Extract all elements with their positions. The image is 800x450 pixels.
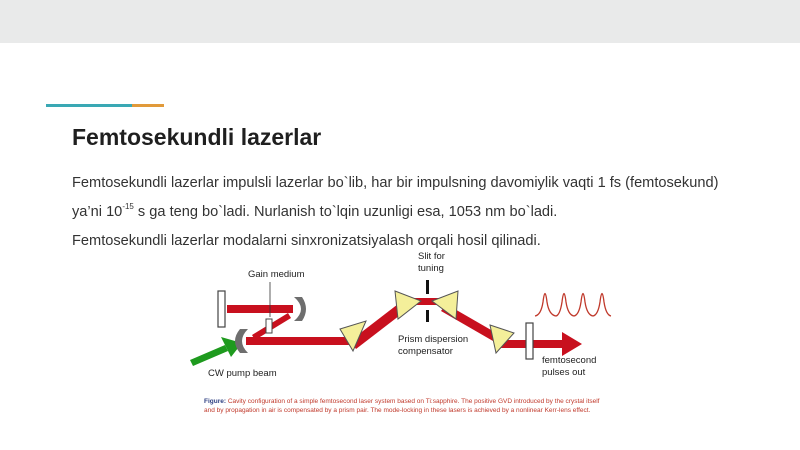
slit-label-line2: tuning (418, 263, 444, 274)
figure-caption (204, 397, 600, 415)
output-coupler (526, 323, 533, 359)
paragraph-1-text-b: s ga teng bo`ladi. Nurlanish to`lqin uzunligi esa, 1053 nm bo`ladi. (133, 204, 558, 220)
caption-text: Cavity configuration of a simple femtosecond laser system based on Ti:sapphire. The positive GVD introduced by the crystal itself and by propagation in air is compensated by a prism pair. The mode-locking in these lasers is achieved by a nonlinear Kerr-lens effect. (204, 398, 600, 414)
paragraph-1-text-a: Femtosekundli lazerlar impulsli lazerlar bo`lib, har bir impulsning davomiylik vaqti 1 fs (femtosekund) ya’ni 10 (72, 175, 719, 220)
gain-medium-label: Gain medium (248, 269, 305, 280)
paragraph-2: Femtosekundli lazerlar modalarni sinxronizatsiyalash orqali hosil qilinadi. (72, 233, 541, 248)
slit-label-line1: Slit for (418, 251, 445, 262)
slit-top (426, 280, 429, 294)
pump-beam (190, 345, 228, 366)
slide-title: Femtosekundli lazerlar (72, 124, 322, 150)
laser-cavity-figure (190, 249, 620, 439)
paragraph-1 (72, 172, 732, 224)
slit-bottom (426, 310, 429, 322)
accent-line-orange (132, 104, 164, 107)
return-beam (246, 337, 356, 345)
accent-line (46, 104, 164, 107)
prism-4 (490, 325, 514, 353)
curved-mirror-top (294, 297, 306, 321)
pulse-train (535, 294, 611, 317)
prism-label-line1: Prism dispersion (398, 334, 469, 345)
end-mirror (218, 291, 225, 327)
output-label-line2: pulses out (542, 367, 586, 378)
output-label-line1: femtosecond (542, 355, 597, 366)
pump-label: CW pump beam (208, 368, 277, 379)
caption-lead: Figure: (204, 398, 227, 405)
top-bar (0, 0, 800, 43)
cavity-beam (227, 305, 293, 313)
gain-crystal (266, 319, 272, 333)
accent-line-teal (46, 104, 132, 107)
prism-label-line2: compensator (398, 346, 453, 357)
output-arrow-head (562, 332, 582, 356)
exponent: -15 (122, 202, 134, 211)
